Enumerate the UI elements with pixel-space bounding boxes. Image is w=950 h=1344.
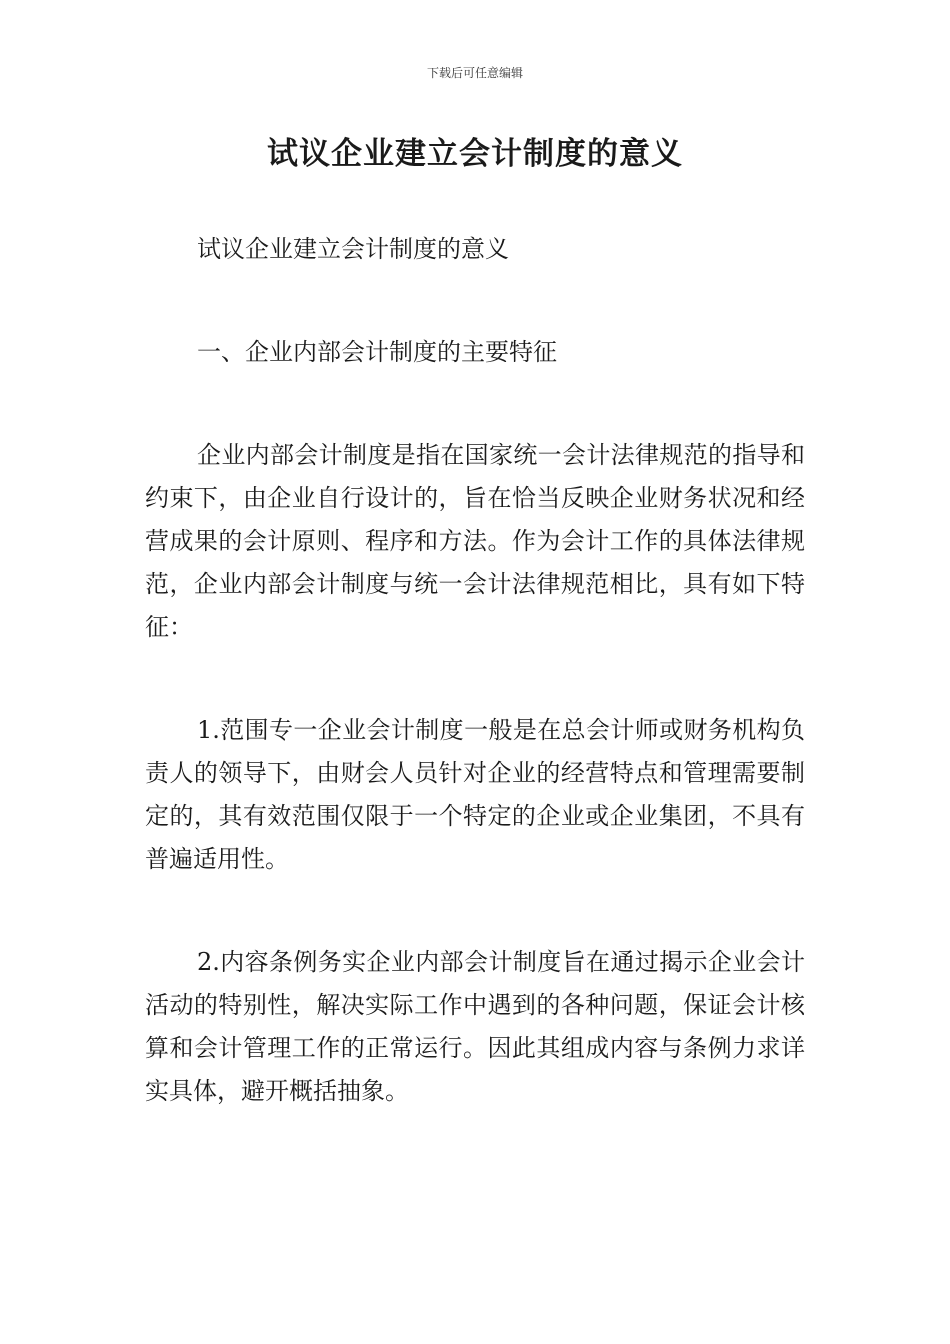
paragraph: 2.内容条例务实企业内部会计制度旨在通过揭示企业会计活动的特别性，解决实际工作中遇到的各种问题，保证会计核算和会计管理工作的正常运行。因此其组成内容与条例力求详实具体，避开概括抽象。 [145, 948, 805, 1105]
header-note: 下载后可任意编辑 [426, 66, 523, 80]
paragraph: 1.范围专一企业会计制度一般是在总会计师或财务机构负责人的领导下，由财会人员针对企业的经营特点和管理需要制定的，其有效范围仅限于一个特定的企业或企业集团，不具有普遍适用性。 [145, 716, 805, 873]
section-heading: 一、企业内部会计制度的主要特征 [197, 338, 557, 366]
paragraph-subtitle: 试议企业建立会计制度的意义 [197, 235, 509, 263]
paragraph: 企业内部会计制度是指在国家统一会计法律规范的指导和约束下，由企业自行设计的，旨在恰当反映企业财务状况和经营成果的会计原则、程序和方法。作为会计工作的具体法律规范，企业内部会计制度与统一会计法律规范相比，具有如下特征： [145, 441, 805, 641]
document-body [145, 228, 805, 1113]
document-title: 试议企业建立会计制度的意义 [267, 136, 683, 172]
